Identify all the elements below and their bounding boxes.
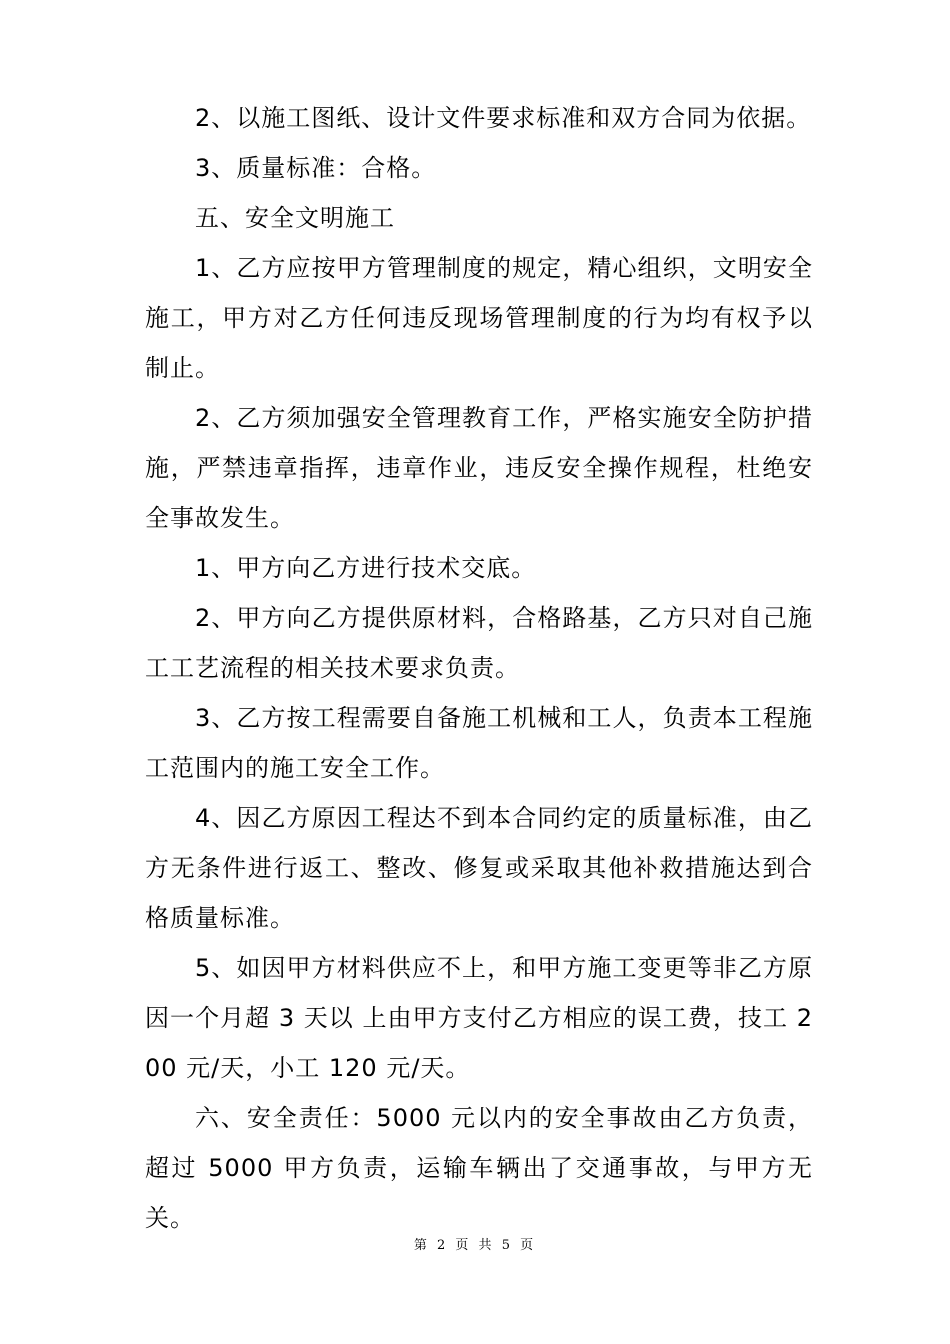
section-heading: 五、安全文明施工 bbox=[195, 204, 395, 232]
paragraph: 4、因乙方原因工程达不到本合同约定的质量标准，由乙方无条件进行返工、整改、修复或采取其他补救措施达到合格质量标准。 bbox=[145, 804, 813, 932]
paragraph: 六、安全责任：5000 元以内的安全事故由乙方负责，超过 5000 甲方负责，运输车辆出了交通事故，与甲方无关。 bbox=[145, 1104, 813, 1232]
paragraph: 3、乙方按工程需要自备施工机械和工人，负责本工程施工范围内的施工安全工作。 bbox=[145, 704, 813, 782]
page-number-footer: 第 2 页 共 5 页 bbox=[413, 1238, 537, 1253]
paragraph: 2、乙方须加强安全管理教育工作，严格实施安全防护措施，严禁违章指挥，违章作业，违反安全操作规程，杜绝安全事故发生。 bbox=[145, 404, 813, 532]
paragraph: 3、质量标准：合格。 bbox=[195, 154, 437, 182]
paragraph: 2、甲方向乙方提供原材料，合格路基，乙方只对自己施工工艺流程的相关技术要求负责。 bbox=[145, 604, 813, 682]
paragraph: 2、以施工图纸、设计文件要求标准和双方合同为依据。 bbox=[195, 104, 812, 132]
paragraph: 1、甲方向乙方进行技术交底。 bbox=[195, 554, 537, 582]
paragraph: 5、如因甲方材料供应不上，和甲方施工变更等非乙方原因一个月超 3 天以 上由甲方支付乙方相应的误工费，技工 200 元/天，小工 120 元/天。 bbox=[145, 954, 813, 1082]
paragraph: 1、乙方应按甲方管理制度的规定，精心组织，文明安全施工，甲方对乙方任何违反现场管理制度的行为均有权予以制止。 bbox=[145, 254, 813, 382]
document-body bbox=[145, 93, 813, 1243]
